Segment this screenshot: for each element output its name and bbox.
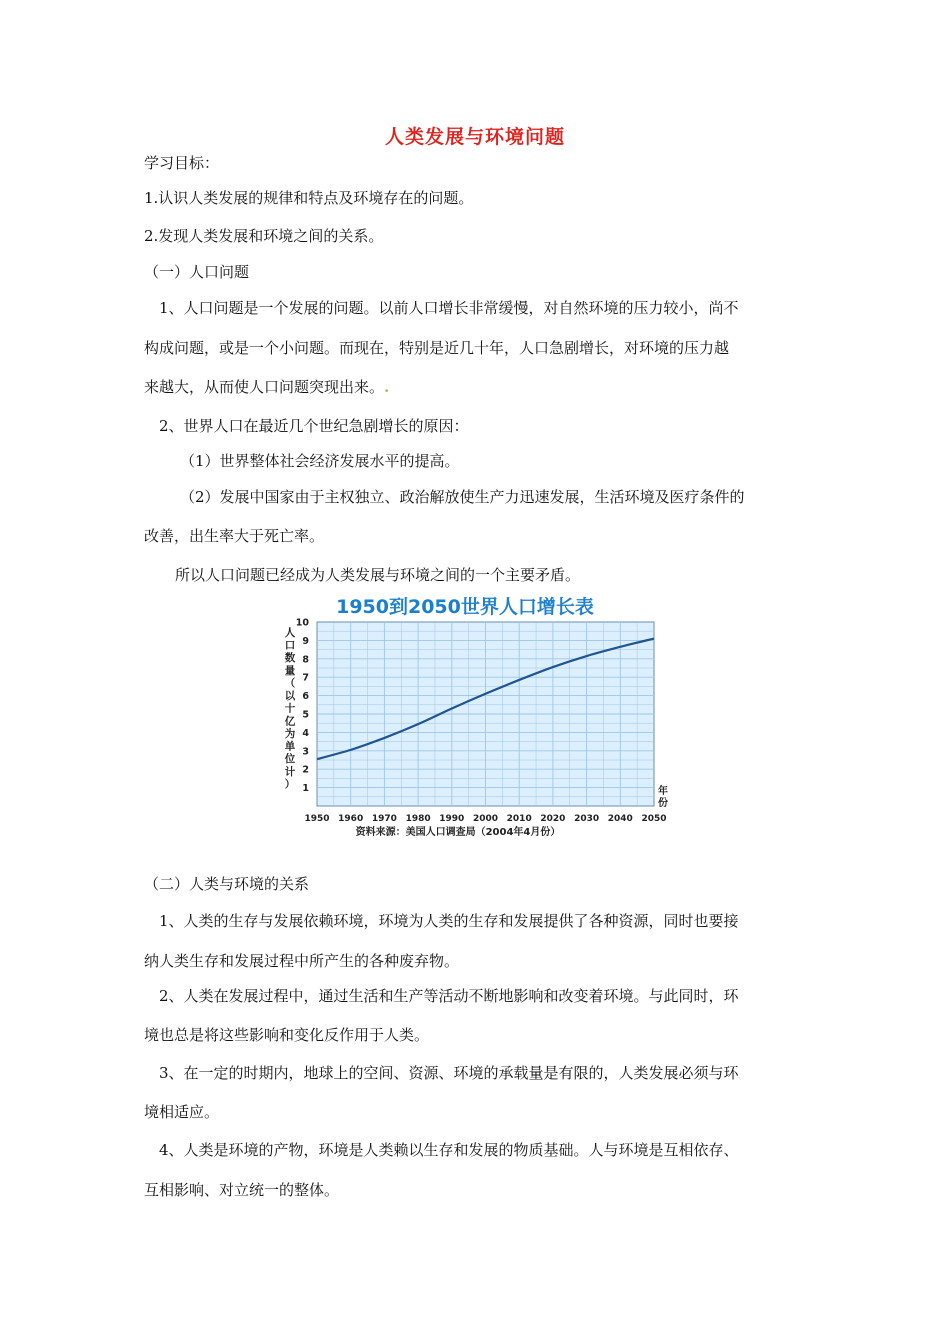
s2-paragraph-2-line-1: 2、人类在发展过程中，通过生活和生产等活动不断地影响和改变着环境。与此同时，环 <box>159 987 739 1005</box>
chart-title: 1950到2050世界人口增长表 <box>336 596 594 618</box>
s2-paragraph-1-line-1: 1、人类的生存与发展依赖环境，环境为人类的生存和发展提供了各种资源，同时也要接 <box>159 912 739 930</box>
s1-reason-1: （1）世界整体社会经济发展水平的提高。 <box>180 452 460 470</box>
x-tick-label: 1980 <box>405 814 431 824</box>
chart-x-ticks <box>304 814 666 824</box>
y-tick-label: 1 <box>302 783 309 795</box>
s2-paragraph-1-line-2: 纳人类生存和发展过程中所产生的各种废弃物。 <box>144 952 460 970</box>
y-tick-label: 4 <box>302 727 309 739</box>
y-axis-label: 人口数量（以十亿为单位计） <box>284 627 296 791</box>
y-tick-label: 5 <box>302 709 309 721</box>
stray-dot: . <box>384 378 390 396</box>
y-tick-label: 2 <box>302 764 309 776</box>
x-tick-label: 1960 <box>338 814 364 824</box>
s1-conclusion: 所以人口问题已经成为人类发展与环境之间的一个主要矛盾。 <box>175 566 581 584</box>
s2-paragraph-4-line-1: 4、人类是环境的产物，环境是人类赖以生存和发展的物质基础。人与环境是互相依存、 <box>159 1141 739 1159</box>
x-tick-label: 2040 <box>607 814 633 824</box>
s1-paragraph-2: 2、世界人口在最近几个世纪急剧增长的原因： <box>159 417 469 435</box>
s1-paragraph-1-line-3-text: 来越大，从而使人口问题突现出来。 <box>144 378 385 396</box>
s1-paragraph-1-line-2: 构成问题，或是一个小问题。而现在，特别是近几十年，人口急剧增长，对环境的压力越 <box>144 339 730 357</box>
s1-reason-2-line-1: （2）发展中国家由于主权独立、政治解放使生产力迅速发展，生活环境及医疗条件的 <box>180 488 745 506</box>
chart-grid <box>317 622 654 806</box>
y-tick-label: 10 <box>295 617 309 629</box>
s1-paragraph-1-line-1: 1、人口问题是一个发展的问题。以前人口增长非常缓慢，对自然环境的压力较小，尚不 <box>159 299 739 317</box>
y-tick-label: 3 <box>302 746 309 758</box>
page-title: 人类发展与环境问题 <box>384 126 565 148</box>
s1-paragraph-1-line-3 <box>144 377 814 397</box>
population-chart <box>250 590 670 840</box>
y-tick-label: 6 <box>302 691 309 703</box>
chart-source: 资料来源：美国人口调查局（2004年4月份） <box>355 827 561 838</box>
section-2-heading: （二）人类与环境的关系 <box>144 875 310 893</box>
goal-item-2: 2.发现人类发展和环境之间的关系。 <box>144 227 384 245</box>
x-tick-label: 1990 <box>439 814 465 824</box>
chart-y-label <box>284 626 296 790</box>
x-tick-label: 1970 <box>371 814 397 824</box>
x-tick-label: 2020 <box>540 814 566 824</box>
goal-item-1: 1.认识人类发展的规律和特点及环境存在的问题。 <box>144 189 474 207</box>
chart-x-label <box>658 784 668 809</box>
x-tick-label: 2030 <box>574 814 600 824</box>
s2-paragraph-2-line-2: 境也总是将这些影响和变化反作用于人类。 <box>144 1026 430 1044</box>
y-tick-label: 9 <box>302 635 309 647</box>
x-axis-label: 年份 <box>658 786 668 809</box>
s2-paragraph-3-line-1: 3、在一定的时期内，地球上的空间、资源、环境的承载量是有限的，人类发展必须与环 <box>159 1064 739 1082</box>
s2-paragraph-4-line-2: 互相影响、对立统一的整体。 <box>144 1181 340 1199</box>
x-tick-label: 2000 <box>472 814 499 824</box>
x-tick-label: 2010 <box>506 814 532 824</box>
x-tick-label: 2050 <box>641 814 667 824</box>
x-tick-label: 1950 <box>304 814 330 824</box>
y-tick-label: 7 <box>302 672 309 684</box>
s2-paragraph-3-line-2: 境相适应。 <box>144 1103 220 1121</box>
goal-heading: 学习目标： <box>144 154 220 172</box>
chart-y-ticks <box>296 618 310 795</box>
y-tick-label: 8 <box>302 654 309 666</box>
s1-reason-2-line-2: 改善，出生率大于死亡率。 <box>144 527 325 545</box>
section-1-heading: （一）人口问题 <box>144 263 250 281</box>
